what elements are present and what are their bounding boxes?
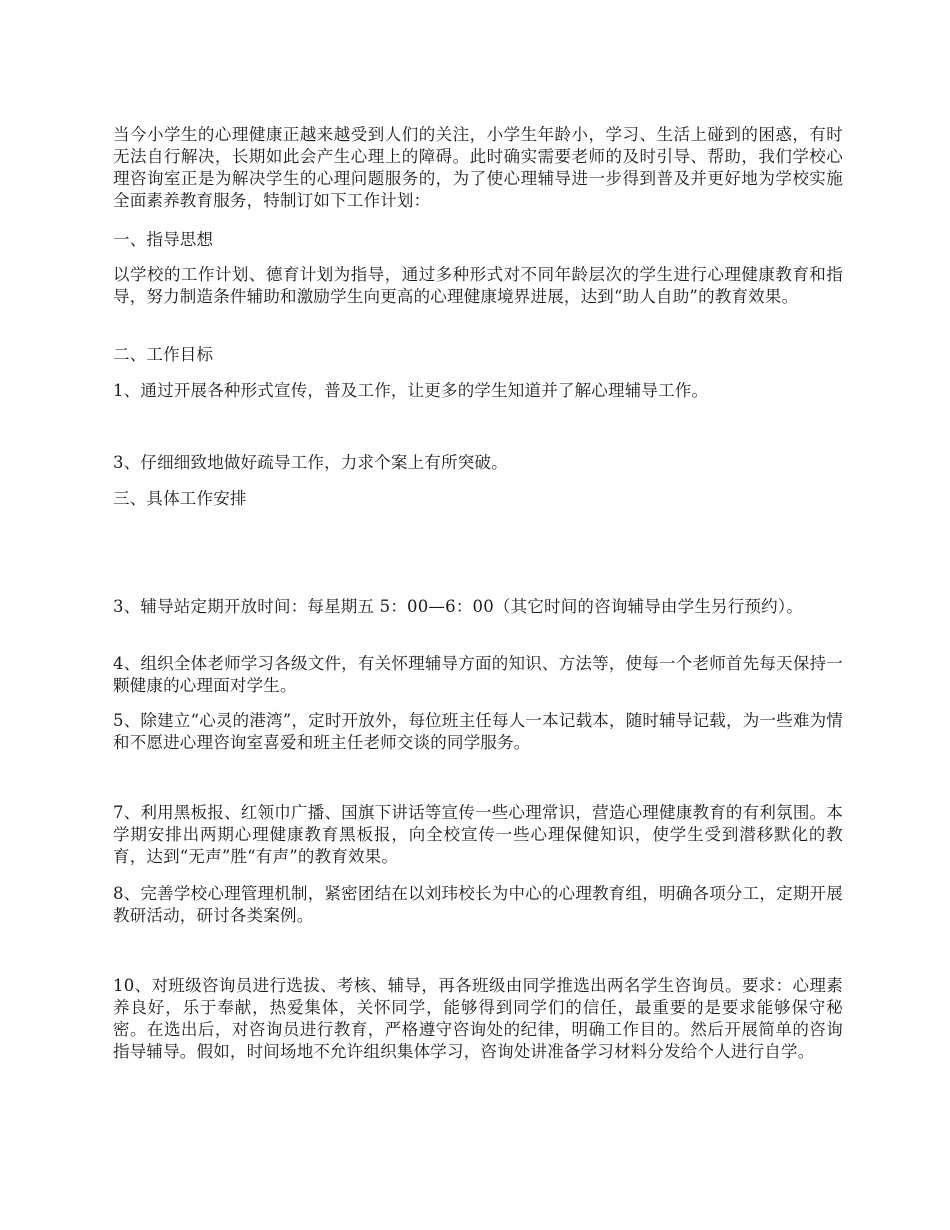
goal-item-3: 3、仔细细致地做好疏导工作，力求个案上有所突破。 bbox=[113, 453, 508, 472]
guiding-ideology-paragraph: 以学校的工作计划、德育计划为指导，通过多种形式对不同年龄层次的学生进行心理健康教育和指导，努力制造条件辅助和激励学生向更高的心理健康境界进展，达到“助人自助”的教育效果。 bbox=[113, 265, 843, 306]
section-heading-guiding-ideology: 一、指导思想 bbox=[113, 230, 214, 249]
arrangement-item-3: 3、辅导站定期开放时间：每星期五 5：00—6：00（其它时间的咨询辅导由学生另行预约）。 bbox=[113, 597, 803, 616]
section-heading-work-goals: 二、工作目标 bbox=[113, 345, 214, 364]
arrangement-item-4: 4、组织全体老师学习各级文件，有关怀理辅导方面的知识、方法等，使每一个老师首先每天保持一颗健康的心理面对学生。 bbox=[113, 654, 843, 695]
arrangement-item-10: 10、对班级咨询员进行选拔、考核、辅导，再各班级由同学推选出两名学生咨询员。要求：心理素养良好，乐于奉献，热爱集体，关怀同学，能够得到同学们的信任，最重要的是要求能够保守秘密。在选出后，对咨询员进行教育，严格遵守咨询处的纪律，明确工作目的。然后开展简单的咨询指导辅导。假如，时间场地不允许组织集体学习，咨询处讲准备学习材料分发给个人进行自学。 bbox=[113, 976, 843, 1061]
goal-item-1: 1、通过开展各种形式宣传，普及工作，让更多的学生知道并了解心理辅导工作。 bbox=[113, 381, 709, 400]
arrangement-item-7: 7、利用黑板报、红领巾广播、国旗下讲话等宣传一些心理常识，营造心理健康教育的有利氛围。本学期安排出两期心理健康教育黑板报，向全校宣传一些心理保健知识，使学生受到潜移默化的教育，达到“无声”胜“有声”的教育效果。 bbox=[113, 803, 843, 866]
intro-paragraph: 当今小学生的心理健康正越来越受到人们的关注，小学生年龄小，学习、生活上碰到的困惑，有时无法自行解决，长期如此会产生心理上的障碍。此时确实需要老师的及时引导、帮助，我们学校心理咨询室正是为解决学生的心理问题服务的，为了使心理辅导进一步得到普及并更好地为学校实施全面素养教育服务，特制订如下工作计划： bbox=[113, 125, 843, 210]
arrangement-item-5: 5、除建立“心灵的港湾”，定时开放外，每位班主任每人一本记载本，随时辅导记载，为一些难为情和不愿进心理咨询室喜爱和班主任老师交谈的同学服务。 bbox=[113, 711, 843, 752]
section-heading-work-arrangements: 三、具体工作安排 bbox=[113, 489, 247, 508]
arrangement-item-8: 8、完善学校心理管理机制，紧密团结在以刘玮校长为中心的心理教育组，明确各项分工，定期开展教研活动，研讨各类案例。 bbox=[113, 884, 843, 925]
